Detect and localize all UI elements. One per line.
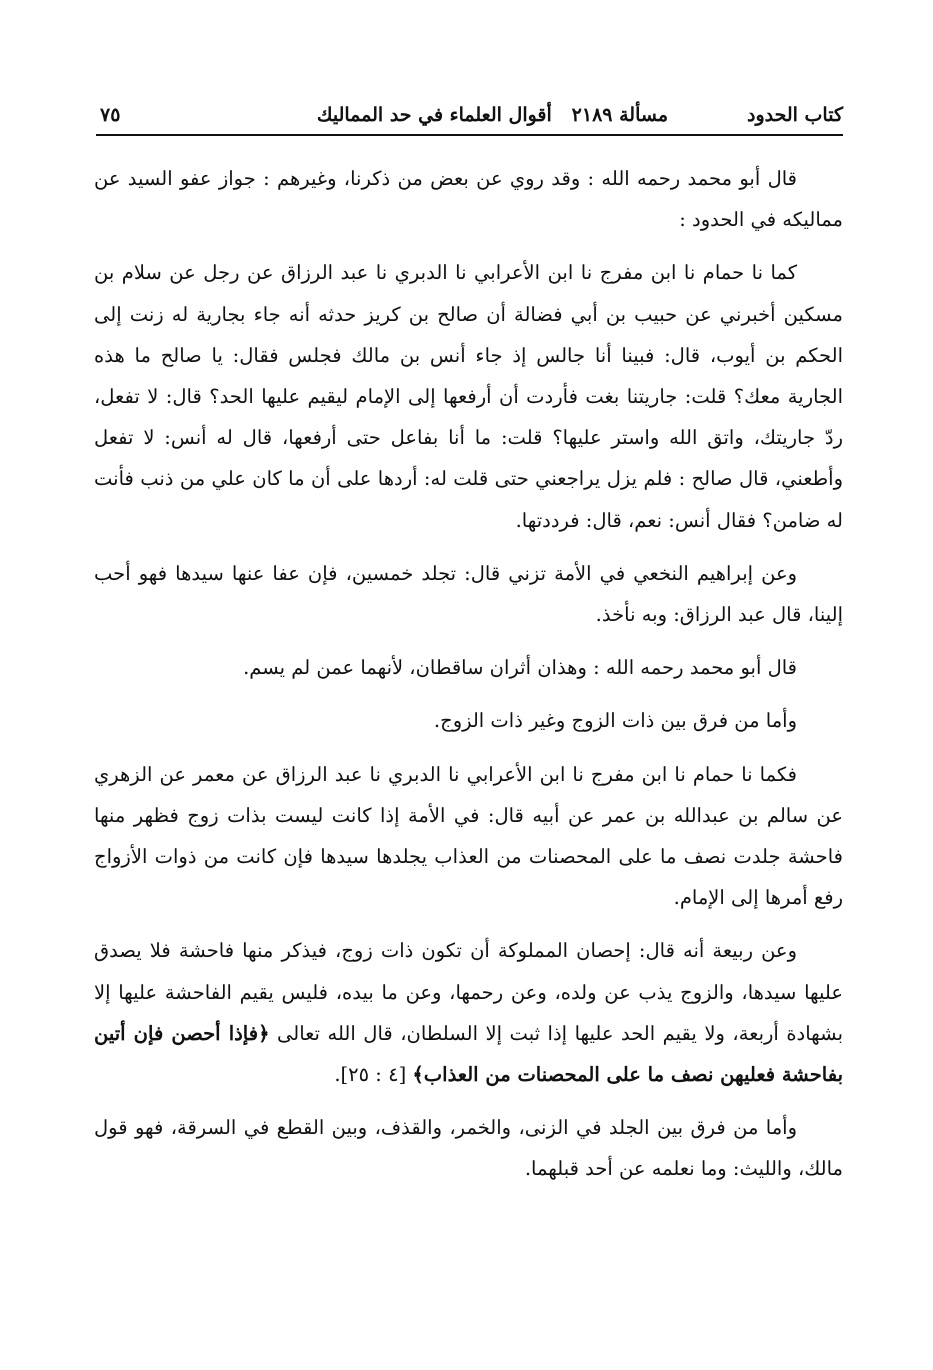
page-number: ٧٥ xyxy=(100,104,121,126)
book-title: كتاب الحدود xyxy=(746,104,843,126)
verse-reference: [٤ : ٢٥]. xyxy=(334,1063,407,1087)
issue-number: مسألة ٢١٨٩ xyxy=(571,104,668,126)
quran-verse: ﴿فإذا أحصن فإن أتين بفاحشة فعليهن نصف ما على المحصنات من العذاب﴾ xyxy=(94,1021,843,1087)
paragraph-6: فكما نا حمام نا ابن مفرج نا ابن الأعرابي نا الدبري نا عبد الرزاق عن معمر عن الزهري عن سالم بن عبدالله بن عمر عن أبيه قال: في الأمة إذا كانت ليست بذات زوج فظهر منها فاحشة جلدت نصف ما على المحصنات من العذاب يجلدها سيدها فإن كانت من ذوات الأزواج رفع أمرها إلى الإمام. xyxy=(94,762,843,910)
paragraph-1: قال أبو محمد رحمه الله : وقد روي عن بعض من ذكرنا، وغيرهم : جواز عفو السيد عن مماليكه في الحدود : xyxy=(94,167,843,232)
paragraph-5: وأما من فرق بين ذات الزوج وغير ذات الزوج. xyxy=(433,709,797,733)
paragraph-7-text: وعن ربيعة أنه قال: إحصان المملوكة أن تكون ذات زوج، فيذكر منها فاحشة فلا يصدق عليها سيدها، والزوج يذب عن ولده، وعن رحمها، وعن ما بيده، فليس يقيم الفاحشة عليها إلا بشهادة أربعة، ولا يقيم الحد عليها إذا ثبت إلا السلطان، قال الله تعالى xyxy=(94,939,843,1045)
paragraph-4: قال أبو محمد رحمه الله : وهذان أثران ساقطان، لأنهما عمن لم يسم. xyxy=(243,656,797,680)
running-header xyxy=(96,100,843,136)
paragraph-2: كما نا حمام نا ابن مفرج نا ابن الأعرابي نا الدبري نا عبد الرزاق عن رجل عن سلام بن مسكين أخبرني عن حبيب بن أبي فضالة أن صالح بن كريز حدثه أنه جاء بجارية له زنت إلى الحكم بن أيوب، قال: فبينا أنا جالس إذ جاء أنس بن مالك فجلس فقال: يا صالح ما هذه الجارية معك؟ قلت: جاريتنا بغت فأردت أن أرفعها إلى الإمام ليقيم عليها الحد؟ قال: لا تفعل، ردّ جاريتك، واتق الله واستر عليها؟ قلت: ما أنا بفاعل حتى أرفعها، قال له أنس: لا تفعل وأطعني، قال صالح : فلم يزل يراجعني حتى قلت له: أردها على أن ما كان علي من ذنب فأنت له ضامن؟ فقال أنس: نعم، قال: فرددتها. xyxy=(94,261,843,532)
paragraph-8: وأما من فرق بين الجلد في الزنى، والخمر، والقذف، وبين القطع في السرقة، فهو قول مالك، والليث: وما نعلمه عن أحد قبلهما. xyxy=(94,1116,843,1181)
issue-title: أقوال العلماء في حد المماليك xyxy=(316,104,552,126)
paragraph-3: وعن إبراهيم النخعي في الأمة تزني قال: تجلد خمسين، فإن عفا عنها سيدها فهو أحب إلينا، قال عبد الرزاق: وبه نأخذ. xyxy=(94,561,843,627)
main-text xyxy=(94,158,843,1190)
issue-heading xyxy=(317,100,668,130)
paragraph-7 xyxy=(94,930,843,1095)
